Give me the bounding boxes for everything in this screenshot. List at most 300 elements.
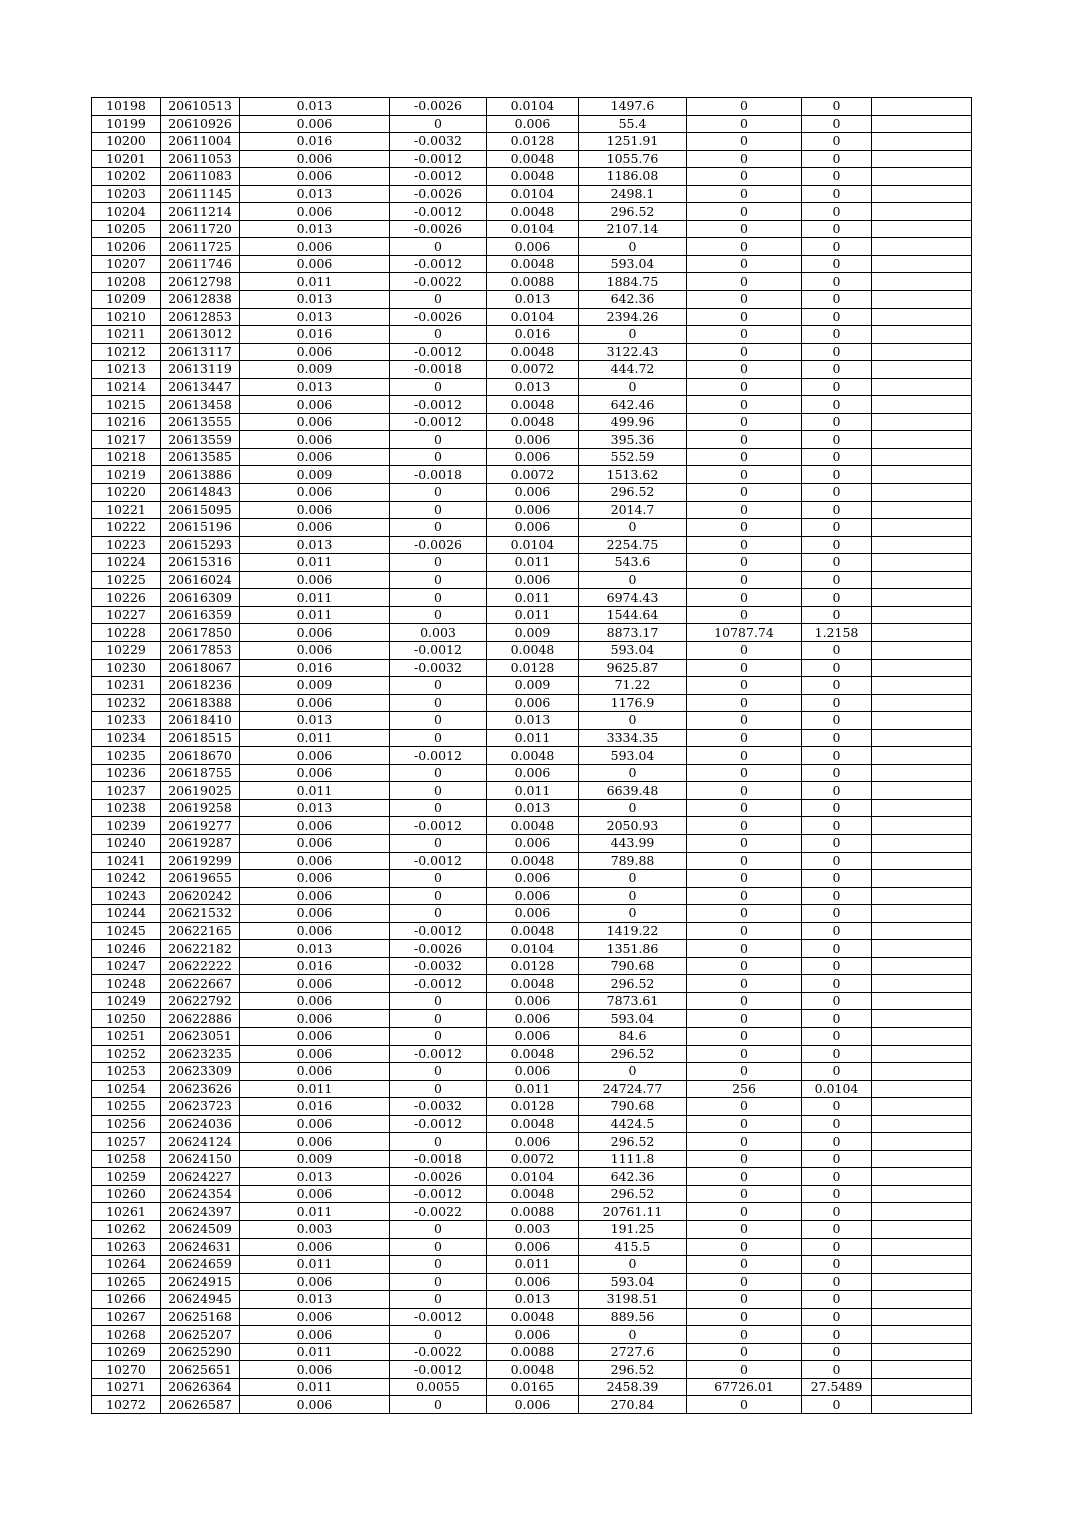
cell-amount: 296.52: [579, 1361, 687, 1379]
cell-value-b: 0.006: [487, 1133, 579, 1151]
cell-value-a: 0.016: [240, 326, 390, 344]
cell-adjustment: 0: [390, 992, 487, 1010]
cell-value-a: 0.006: [240, 817, 390, 835]
cell-ratio: 0: [802, 1291, 872, 1309]
cell-row-index: 10216: [92, 413, 161, 431]
cell-blank: [872, 641, 972, 659]
cell-blank: [872, 571, 972, 589]
table-row: [92, 712, 972, 730]
cell-value-b: 0.013: [487, 799, 579, 817]
cell-value-a: 0.006: [240, 922, 390, 940]
cell-row-index: 10218: [92, 448, 161, 466]
cell-code: 20616359: [161, 606, 240, 624]
cell-ratio: 27.5489: [802, 1378, 872, 1396]
cell-ratio: 0: [802, 361, 872, 379]
cell-amount: 2254.75: [579, 536, 687, 554]
table-row: [92, 1010, 972, 1028]
cell-code: 20624227: [161, 1168, 240, 1186]
cell-value-a: 0.006: [240, 203, 390, 221]
table-row: [92, 799, 972, 817]
cell-value-b: 0.0088: [487, 1203, 579, 1221]
table-body: [92, 98, 972, 1414]
cell-amount: 0: [579, 326, 687, 344]
cell-ratio: 0: [802, 1010, 872, 1028]
cell-amount: 296.52: [579, 203, 687, 221]
cell-row-index: 10271: [92, 1378, 161, 1396]
cell-code: 20622222: [161, 957, 240, 975]
cell-ratio: 0: [802, 203, 872, 221]
cell-amount-2: 0: [687, 1045, 802, 1063]
cell-amount-2: 0: [687, 940, 802, 958]
cell-code: 20624945: [161, 1291, 240, 1309]
cell-row-index: 10263: [92, 1238, 161, 1256]
cell-value-b: 0.0048: [487, 1115, 579, 1133]
cell-row-index: 10253: [92, 1063, 161, 1081]
table-row: [92, 1133, 972, 1151]
cell-adjustment: 0: [390, 764, 487, 782]
cell-ratio: 0: [802, 764, 872, 782]
cell-row-index: 10237: [92, 782, 161, 800]
cell-code: 20617850: [161, 624, 240, 642]
cell-blank: [872, 361, 972, 379]
cell-code: 20618755: [161, 764, 240, 782]
cell-value-b: 0.006: [487, 1396, 579, 1414]
cell-blank: [872, 1291, 972, 1309]
cell-ratio: 0: [802, 431, 872, 449]
cell-value-a: 0.006: [240, 1308, 390, 1326]
cell-value-b: 0.011: [487, 589, 579, 607]
cell-row-index: 10247: [92, 957, 161, 975]
cell-code: 20615293: [161, 536, 240, 554]
cell-ratio: 0: [802, 519, 872, 537]
cell-value-a: 0.011: [240, 1203, 390, 1221]
table-row: [92, 326, 972, 344]
cell-value-b: 0.0104: [487, 536, 579, 554]
cell-adjustment: -0.0012: [390, 1185, 487, 1203]
table-row: [92, 1291, 972, 1309]
cell-amount: 4424.5: [579, 1115, 687, 1133]
cell-code: 20624659: [161, 1256, 240, 1274]
cell-blank: [872, 168, 972, 186]
cell-amount: 0: [579, 1063, 687, 1081]
cell-row-index: 10223: [92, 536, 161, 554]
table-row: [92, 308, 972, 326]
cell-amount: 642.36: [579, 291, 687, 309]
cell-row-index: 10260: [92, 1185, 161, 1203]
cell-value-a: 0.006: [240, 413, 390, 431]
cell-value-b: 0.0048: [487, 1045, 579, 1063]
cell-amount-2: 0: [687, 887, 802, 905]
cell-amount: 6639.48: [579, 782, 687, 800]
cell-amount-2: 0: [687, 992, 802, 1010]
cell-code: 20622182: [161, 940, 240, 958]
cell-value-a: 0.006: [240, 764, 390, 782]
cell-row-index: 10241: [92, 852, 161, 870]
cell-ratio: 0: [802, 1168, 872, 1186]
cell-adjustment: -0.0012: [390, 975, 487, 993]
cell-code: 20624397: [161, 1203, 240, 1221]
cell-adjustment: 0: [390, 115, 487, 133]
cell-blank: [872, 203, 972, 221]
cell-code: 20611214: [161, 203, 240, 221]
cell-value-b: 0.0048: [487, 922, 579, 940]
cell-row-index: 10248: [92, 975, 161, 993]
cell-amount-2: 0: [687, 396, 802, 414]
table-row: [92, 1168, 972, 1186]
cell-adjustment: 0: [390, 1080, 487, 1098]
cell-ratio: 0: [802, 133, 872, 151]
cell-blank: [872, 694, 972, 712]
cell-code: 20611004: [161, 133, 240, 151]
cell-value-a: 0.011: [240, 1080, 390, 1098]
cell-code: 20611145: [161, 185, 240, 203]
cell-value-b: 0.0072: [487, 361, 579, 379]
cell-blank: [872, 1361, 972, 1379]
cell-row-index: 10231: [92, 677, 161, 695]
cell-ratio: 0: [802, 1238, 872, 1256]
cell-value-b: 0.0048: [487, 975, 579, 993]
cell-amount: 6974.43: [579, 589, 687, 607]
cell-value-b: 0.006: [487, 1027, 579, 1045]
cell-ratio: 0: [802, 852, 872, 870]
cell-amount: 296.52: [579, 975, 687, 993]
cell-amount: 593.04: [579, 641, 687, 659]
table-row: [92, 747, 972, 765]
cell-amount-2: 0: [687, 1185, 802, 1203]
cell-code: 20611746: [161, 255, 240, 273]
cell-value-b: 0.006: [487, 887, 579, 905]
cell-blank: [872, 519, 972, 537]
cell-value-a: 0.013: [240, 712, 390, 730]
cell-ratio: 0: [802, 1150, 872, 1168]
cell-adjustment: 0.003: [390, 624, 487, 642]
cell-amount: 0: [579, 519, 687, 537]
cell-value-a: 0.013: [240, 536, 390, 554]
table-row: [92, 1308, 972, 1326]
cell-amount-2: 0: [687, 519, 802, 537]
cell-value-b: 0.0088: [487, 1343, 579, 1361]
cell-ratio: 0: [802, 940, 872, 958]
cell-amount: 593.04: [579, 255, 687, 273]
cell-blank: [872, 431, 972, 449]
cell-adjustment: -0.0012: [390, 922, 487, 940]
cell-row-index: 10203: [92, 185, 161, 203]
cell-value-a: 0.013: [240, 799, 390, 817]
cell-code: 20622886: [161, 1010, 240, 1028]
cell-amount-2: 0: [687, 466, 802, 484]
cell-amount: 1884.75: [579, 273, 687, 291]
cell-value-b: 0.009: [487, 624, 579, 642]
cell-ratio: 0: [802, 291, 872, 309]
cell-value-a: 0.009: [240, 1150, 390, 1168]
cell-ratio: 0: [802, 255, 872, 273]
cell-adjustment: -0.0026: [390, 1168, 487, 1186]
cell-adjustment: -0.0012: [390, 1361, 487, 1379]
cell-amount: 1251.91: [579, 133, 687, 151]
cell-code: 20623309: [161, 1063, 240, 1081]
cell-code: 20613585: [161, 448, 240, 466]
cell-ratio: 0: [802, 712, 872, 730]
cell-amount-2: 0: [687, 1326, 802, 1344]
cell-code: 20613447: [161, 378, 240, 396]
cell-amount: 71.22: [579, 677, 687, 695]
cell-row-index: 10270: [92, 1361, 161, 1379]
cell-row-index: 10210: [92, 308, 161, 326]
cell-row-index: 10249: [92, 992, 161, 1010]
cell-adjustment: -0.0018: [390, 361, 487, 379]
cell-value-b: 0.0048: [487, 852, 579, 870]
cell-value-a: 0.006: [240, 431, 390, 449]
cell-adjustment: 0: [390, 799, 487, 817]
cell-value-b: 0.011: [487, 782, 579, 800]
cell-blank: [872, 413, 972, 431]
cell-row-index: 10236: [92, 764, 161, 782]
cell-blank: [872, 992, 972, 1010]
cell-value-b: 0.0048: [487, 255, 579, 273]
cell-adjustment: -0.0012: [390, 413, 487, 431]
cell-row-index: 10255: [92, 1098, 161, 1116]
cell-code: 20624509: [161, 1221, 240, 1239]
cell-value-a: 0.016: [240, 659, 390, 677]
cell-adjustment: 0: [390, 484, 487, 502]
cell-row-index: 10228: [92, 624, 161, 642]
cell-value-a: 0.011: [240, 1378, 390, 1396]
cell-blank: [872, 291, 972, 309]
cell-code: 20613117: [161, 343, 240, 361]
cell-amount-2: 0: [687, 641, 802, 659]
cell-row-index: 10201: [92, 150, 161, 168]
cell-value-b: 0.0048: [487, 1185, 579, 1203]
table-row: [92, 940, 972, 958]
table-row: [92, 554, 972, 572]
table-row: [92, 782, 972, 800]
cell-amount: 296.52: [579, 484, 687, 502]
cell-adjustment: 0: [390, 887, 487, 905]
cell-row-index: 10206: [92, 238, 161, 256]
cell-adjustment: -0.0032: [390, 957, 487, 975]
cell-code: 20613012: [161, 326, 240, 344]
cell-value-b: 0.006: [487, 501, 579, 519]
cell-value-a: 0.011: [240, 782, 390, 800]
cell-amount-2: 0: [687, 220, 802, 238]
cell-amount: 543.6: [579, 554, 687, 572]
cell-adjustment: 0: [390, 571, 487, 589]
cell-row-index: 10222: [92, 519, 161, 537]
cell-value-b: 0.0048: [487, 150, 579, 168]
cell-value-b: 0.0128: [487, 659, 579, 677]
cell-code: 20626364: [161, 1378, 240, 1396]
cell-code: 20611053: [161, 150, 240, 168]
cell-value-a: 0.011: [240, 1343, 390, 1361]
cell-ratio: 0: [802, 1273, 872, 1291]
cell-row-index: 10243: [92, 887, 161, 905]
table-row: [92, 852, 972, 870]
cell-value-b: 0.006: [487, 1326, 579, 1344]
cell-row-index: 10267: [92, 1308, 161, 1326]
cell-row-index: 10209: [92, 291, 161, 309]
cell-code: 20615196: [161, 519, 240, 537]
cell-value-b: 0.006: [487, 870, 579, 888]
cell-ratio: 0: [802, 1133, 872, 1151]
cell-amount: 642.36: [579, 1168, 687, 1186]
cell-adjustment: 0: [390, 834, 487, 852]
table-row: [92, 870, 972, 888]
cell-value-b: 0.0048: [487, 817, 579, 835]
cell-blank: [872, 1221, 972, 1239]
cell-ratio: 0: [802, 501, 872, 519]
cell-value-a: 0.011: [240, 606, 390, 624]
cell-blank: [872, 799, 972, 817]
cell-amount-2: 0: [687, 817, 802, 835]
cell-value-a: 0.006: [240, 975, 390, 993]
cell-blank: [872, 887, 972, 905]
cell-adjustment: -0.0012: [390, 255, 487, 273]
cell-code: 20618067: [161, 659, 240, 677]
table-row: [92, 694, 972, 712]
cell-amount: 395.36: [579, 431, 687, 449]
cell-row-index: 10261: [92, 1203, 161, 1221]
table-row: [92, 1343, 972, 1361]
table-row: [92, 1115, 972, 1133]
table-row: [92, 834, 972, 852]
cell-adjustment: -0.0012: [390, 150, 487, 168]
cell-ratio: 0: [802, 98, 872, 116]
cell-ratio: 0: [802, 1256, 872, 1274]
cell-amount: 593.04: [579, 1010, 687, 1028]
cell-row-index: 10238: [92, 799, 161, 817]
cell-blank: [872, 712, 972, 730]
cell-row-index: 10220: [92, 484, 161, 502]
cell-amount-2: 0: [687, 764, 802, 782]
cell-amount-2: 0: [687, 1010, 802, 1028]
cell-value-a: 0.011: [240, 1256, 390, 1274]
table-row: [92, 677, 972, 695]
cell-amount-2: 0: [687, 536, 802, 554]
cell-ratio: 0: [802, 536, 872, 554]
cell-amount-2: 256: [687, 1080, 802, 1098]
cell-amount-2: 0: [687, 1133, 802, 1151]
cell-blank: [872, 308, 972, 326]
cell-value-a: 0.003: [240, 1221, 390, 1239]
cell-adjustment: 0: [390, 1291, 487, 1309]
cell-code: 20624354: [161, 1185, 240, 1203]
table-row: [92, 1063, 972, 1081]
cell-value-b: 0.011: [487, 729, 579, 747]
cell-row-index: 10264: [92, 1256, 161, 1274]
cell-row-index: 10266: [92, 1291, 161, 1309]
cell-code: 20621532: [161, 905, 240, 923]
cell-amount-2: 0: [687, 326, 802, 344]
cell-value-b: 0.0048: [487, 641, 579, 659]
cell-blank: [872, 834, 972, 852]
cell-value-b: 0.0048: [487, 343, 579, 361]
cell-value-b: 0.0048: [487, 413, 579, 431]
cell-amount: 55.4: [579, 115, 687, 133]
cell-adjustment: -0.0026: [390, 940, 487, 958]
cell-value-b: 0.006: [487, 992, 579, 1010]
cell-adjustment: 0: [390, 1133, 487, 1151]
cell-amount: 1055.76: [579, 150, 687, 168]
cell-value-a: 0.006: [240, 1396, 390, 1414]
cell-amount: 8873.17: [579, 624, 687, 642]
cell-value-a: 0.006: [240, 694, 390, 712]
cell-ratio: 0: [802, 1343, 872, 1361]
cell-value-a: 0.006: [240, 905, 390, 923]
cell-value-b: 0.0104: [487, 308, 579, 326]
cell-amount-2: 0: [687, 554, 802, 572]
cell-adjustment: 0: [390, 1027, 487, 1045]
cell-adjustment: 0: [390, 501, 487, 519]
cell-code: 20615316: [161, 554, 240, 572]
cell-value-a: 0.006: [240, 501, 390, 519]
cell-value-a: 0.013: [240, 940, 390, 958]
cell-adjustment: -0.0012: [390, 343, 487, 361]
cell-value-a: 0.006: [240, 834, 390, 852]
cell-amount-2: 0: [687, 694, 802, 712]
cell-value-b: 0.013: [487, 1291, 579, 1309]
cell-value-b: 0.013: [487, 291, 579, 309]
cell-row-index: 10208: [92, 273, 161, 291]
cell-adjustment: -0.0026: [390, 98, 487, 116]
cell-adjustment: -0.0026: [390, 185, 487, 203]
cell-ratio: 0: [802, 799, 872, 817]
cell-row-index: 10200: [92, 133, 161, 151]
cell-amount: 2458.39: [579, 1378, 687, 1396]
cell-amount: 0: [579, 905, 687, 923]
cell-ratio: 0: [802, 326, 872, 344]
cell-value-b: 0.006: [487, 115, 579, 133]
cell-row-index: 10229: [92, 641, 161, 659]
cell-code: 20625290: [161, 1343, 240, 1361]
table-row: [92, 168, 972, 186]
cell-adjustment: -0.0022: [390, 273, 487, 291]
cell-amount: 2498.1: [579, 185, 687, 203]
cell-code: 20624915: [161, 1273, 240, 1291]
cell-adjustment: 0: [390, 1238, 487, 1256]
cell-amount: 593.04: [579, 747, 687, 765]
cell-value-a: 0.009: [240, 677, 390, 695]
cell-amount: 84.6: [579, 1027, 687, 1045]
cell-adjustment: 0: [390, 905, 487, 923]
cell-value-a: 0.013: [240, 220, 390, 238]
cell-code: 20622667: [161, 975, 240, 993]
table-row: [92, 413, 972, 431]
cell-ratio: 0: [802, 1115, 872, 1133]
cell-blank: [872, 1343, 972, 1361]
cell-row-index: 10215: [92, 396, 161, 414]
cell-row-index: 10257: [92, 1133, 161, 1151]
cell-code: 20613559: [161, 431, 240, 449]
cell-adjustment: -0.0022: [390, 1343, 487, 1361]
cell-blank: [872, 606, 972, 624]
cell-amount: 0: [579, 712, 687, 730]
cell-code: 20615095: [161, 501, 240, 519]
cell-blank: [872, 501, 972, 519]
cell-code: 20612798: [161, 273, 240, 291]
cell-amount: 2014.7: [579, 501, 687, 519]
table-row: [92, 1378, 972, 1396]
cell-blank: [872, 659, 972, 677]
cell-amount-2: 0: [687, 1027, 802, 1045]
cell-value-a: 0.013: [240, 308, 390, 326]
cell-value-a: 0.006: [240, 448, 390, 466]
cell-adjustment: 0: [390, 1396, 487, 1414]
table-row: [92, 1098, 972, 1116]
cell-value-b: 0.006: [487, 834, 579, 852]
cell-row-index: 10254: [92, 1080, 161, 1098]
cell-row-index: 10233: [92, 712, 161, 730]
cell-value-b: 0.006: [487, 1010, 579, 1028]
